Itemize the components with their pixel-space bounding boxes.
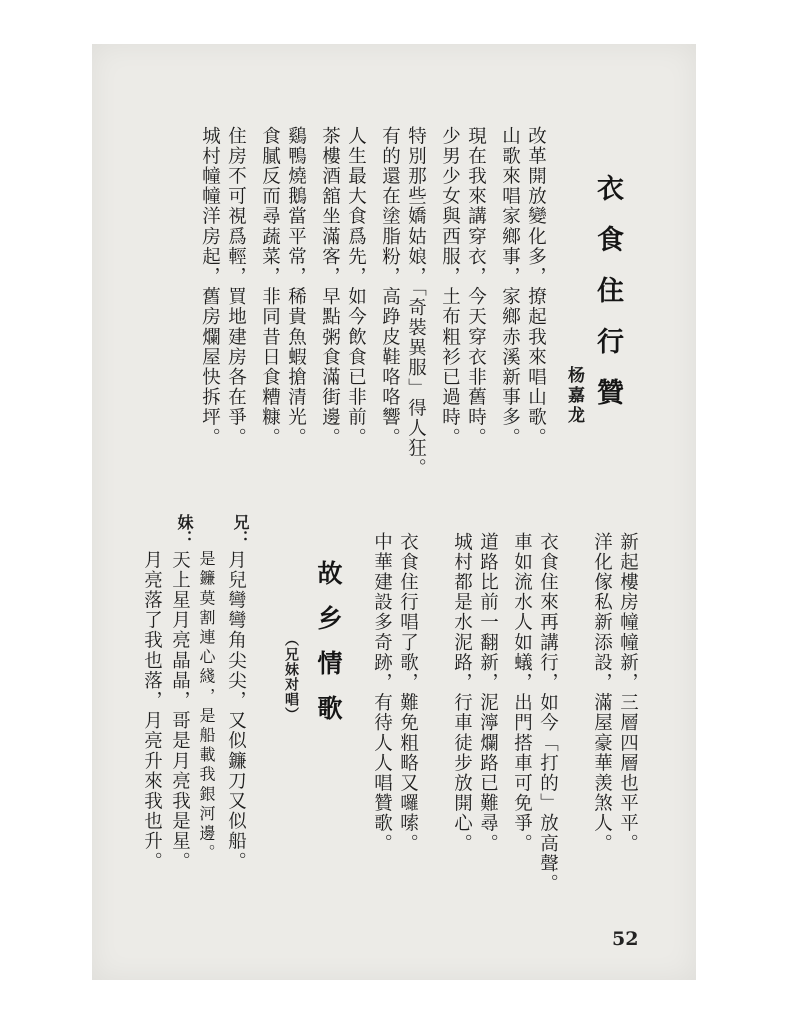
book-page — [92, 44, 696, 980]
poem-title: 衣食住行贊 — [592, 174, 623, 429]
speaker-brother: 兄： — [231, 514, 250, 546]
verse-column: 洋化傢私新添設，滿屋豪華羡煞人。 — [591, 532, 613, 854]
verse-column: 衣食住來再講行，如今「打的」放高聲。 — [537, 532, 559, 894]
verse-column: 天上星月亮晶晶，哥是月亮我是星。 — [169, 550, 191, 872]
verse-column: 改革開放變化多，撩起我來唱山歌。 — [525, 126, 547, 448]
verse-column: 有的還在塗脂粉，高踭皮鞋咯咯響。 — [379, 126, 401, 448]
verse-column: 食膩反而尋蔬菜，非同昔日食糟糠。 — [259, 126, 281, 448]
verse-column: 車如流水人如蟻，出門搭車可免爭。 — [511, 532, 533, 854]
verse-column: 是鐮莫割連心綫，是船載我銀河邊。 — [197, 550, 216, 864]
verse-column: 中華建設多奇跡，有待人人唱贊歌。 — [371, 532, 393, 854]
verse-column: 山歌來唱家鄉事，家鄉赤溪新事多。 — [499, 126, 521, 448]
poem-author: 杨嘉龙 — [564, 366, 584, 426]
verse-column: 人生最大食爲先，如今飲食已非前。 — [345, 126, 367, 448]
verse-column: 衣食住行唱了歌，難免粗略又囉嗦。 — [397, 532, 419, 854]
verse-column: 城村幢幢洋房起，舊房爛屋快拆坪。 — [199, 126, 221, 448]
verse-column: 少男少女與西服，土布粗衫已過時。 — [439, 126, 461, 448]
verse-column: 月兒彎彎角尖尖，又似鐮刀又似船。 — [225, 550, 247, 872]
poem2-title: 故乡情歌 — [314, 560, 343, 740]
verse-column: 特別那些嬌姑娘，「奇裝異服」得人狂。 — [405, 126, 427, 479]
verse-column: 新起樓房幢幢新，三層四層也平平。 — [617, 532, 639, 854]
verse-column: 月亮落了我也落，月亮升來我也升。 — [141, 550, 163, 872]
verse-column: 現在我來講穿衣，今天穿衣非舊時。 — [465, 126, 487, 448]
verse-column: 城村都是水泥路，行車徒步放開心。 — [451, 532, 473, 854]
verse-column: 道路比前一翻新，泥濘爛路已難尋。 — [477, 532, 499, 854]
verse-column: 茶樓酒舘坐滿客，早點粥食滿街邊。 — [319, 126, 341, 448]
verse-column: 鷄鴨燒鵝當平常，稀貴魚蝦搶清光。 — [285, 126, 307, 448]
show-through — [648, 114, 674, 134]
poem2-subtitle: （兄妹对唱） — [283, 632, 299, 722]
page-number: 52 — [612, 928, 639, 950]
verse-column: 住房不可視爲輕，買地建房各在爭。 — [225, 126, 247, 448]
speaker-sister: 妹： — [175, 514, 194, 546]
